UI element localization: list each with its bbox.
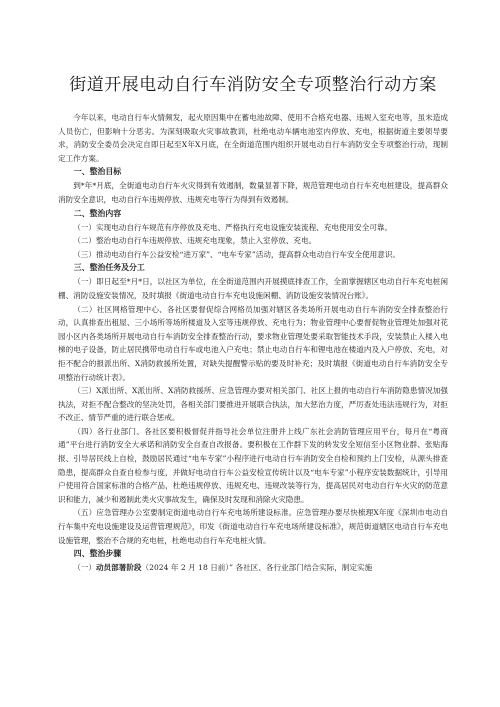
section-heading: 二、整治内容	[73, 208, 122, 218]
section-paragraph: （二）整治电动自行车违规停放、违规充电现象，禁止入室停放、充电。	[73, 236, 317, 246]
section-paragraph: （一）实现电动自行车规范有序停放及充电、严格执行充电设施安装流程、充电使用安全可靠。	[73, 222, 393, 232]
section-paragraph: （五）应急管理办公室要制定街道电动自行车充电场所建设标准。应急管理办要尽快梳理X年度《深圳市电动自行车集中充电设施建设及运营管理规范》，印发《街道电动自行车充电场所建设标准》，规范街道辖区电动自行车充电设施管理，整治不合规的充电桩，杜绝电动自行车充电桩火情。	[58, 508, 448, 545]
section-content	[58, 207, 448, 262]
document-title: 街道开展电动自行车消防安全专项整治行动方案	[69, 75, 437, 95]
section-goals	[58, 165, 448, 206]
step-paragraph	[58, 561, 448, 575]
section-paragraph: （二）社区网格管理中心、各社区要督促综合网格员加强对辖区各类场所开展电动自行车消防安全排查整治行动，认真排查出租屋、三小场所等场所楼道及入室等违规停放、充电行为；物业管理中心要督促物业管理处加强对花园小区内各类场所开展电动自行车消防安全排查整治行动，要求物业管理处要采取智能技术手段，安装禁止入楼入电梯的电子设备，防止居民携带电动自行车或电池入户充电；禁止电动自行车和锂电池在楼道内及入户停放、充电，对拒不配合的报派出所、X消防救援所处置，对缺失提醒警示贴的要及时补充；及时填报《街道电动自行车消防安全专项整治行动统计表》。	[58, 304, 448, 382]
step-prefix: （一）	[73, 563, 96, 573]
intro-paragraph: 今年以来，电动自行车火情频发，起火原因集中在蓄电池故障、使用不合格充电器、违规入室充电等，虽未造成人员伤亡，但影响十分恶劣。为深刻吸取火灾事故教训，杜绝电动车辆电池室内停放、充电，根据街道主要领导要求，消防安全委员会决定自即日起至X年X月底，在全街道范围内组织开展电动自行车消防安全专项整治行动，现制定工作方案。	[58, 113, 448, 163]
step-phase-name: 动员部署阶段	[95, 563, 142, 573]
section-heading: 一、整治目标	[73, 167, 122, 177]
section-paragraph: （三）推动电动自行车公益安检“进万家”、“电车专家”活动，提高群众电动自行车安全使用意识。	[73, 249, 401, 259]
section-steps	[58, 547, 448, 575]
section-paragraph: （三）X派出所、X派出所、X消防救援所、应急管理办要对相关部门、社区上报的电动自行车消防隐患情况加强执法，对拒不配合整改的坚决处罚，各相关部门要推进开展联合执法，加大惩治力度，严厉查处违法违规行为，对拒不改正、情节严重的进行联合惩戒。	[58, 386, 448, 423]
section-paragraph: （一）即日起至*月*日，以社区为单位，在全街道范围内开展摸底排查工作，全面掌握辖区电动自行车充电桩闲棚、消防设施安装情况，及时填报《街道电动自行车充电设施闲棚、消防设施安装情况台账》。	[58, 277, 448, 300]
step-text: （2024 年 2 月 18 日前）” 各社区、各行业部门结合实际，制定实施	[141, 563, 373, 573]
section-paragraph: 到*年*月底，全街道电动自行车火灾得到有效遏制，数量显著下降，规范管理电动自行车充电桩建设，提高群众消防安全意识，电动自行车违规停放、违规充电等行为得到有效遏制。	[58, 181, 448, 204]
section-tasks	[58, 261, 448, 547]
section-heading: 四、整治步骤	[73, 549, 122, 559]
section-paragraph: （四）各行业部门、各社区要积极督促并指导社会单位注册并上线广东社会消防管理应用平台，每月在“粤商通”平台进行消防安全大承诺和消防安全自查自改报备。要积极在工作群下发的转发安全短信至小区物业群、张贴海报、引导居民线上自检，鼓励居民通过“电车专家”小程序进行电动自行车消防安全自检和预约上门安检，从源头排查隐患，提高群众自查自检参与度，并做好电动自行车公益安检宣传统计以及“电车专家”小程序安装数据统计，引导用户使用符合国家标准的合格产品，杜绝违规停放、违规充电、违规改装等行为，提高居民对电动自行车火灾的防范意识和能力，减少和遏制此类火灾事故发生，确保及时发现和消除火灾隐患。	[58, 426, 448, 504]
section-heading: 三、整治任务及分工	[73, 263, 145, 273]
